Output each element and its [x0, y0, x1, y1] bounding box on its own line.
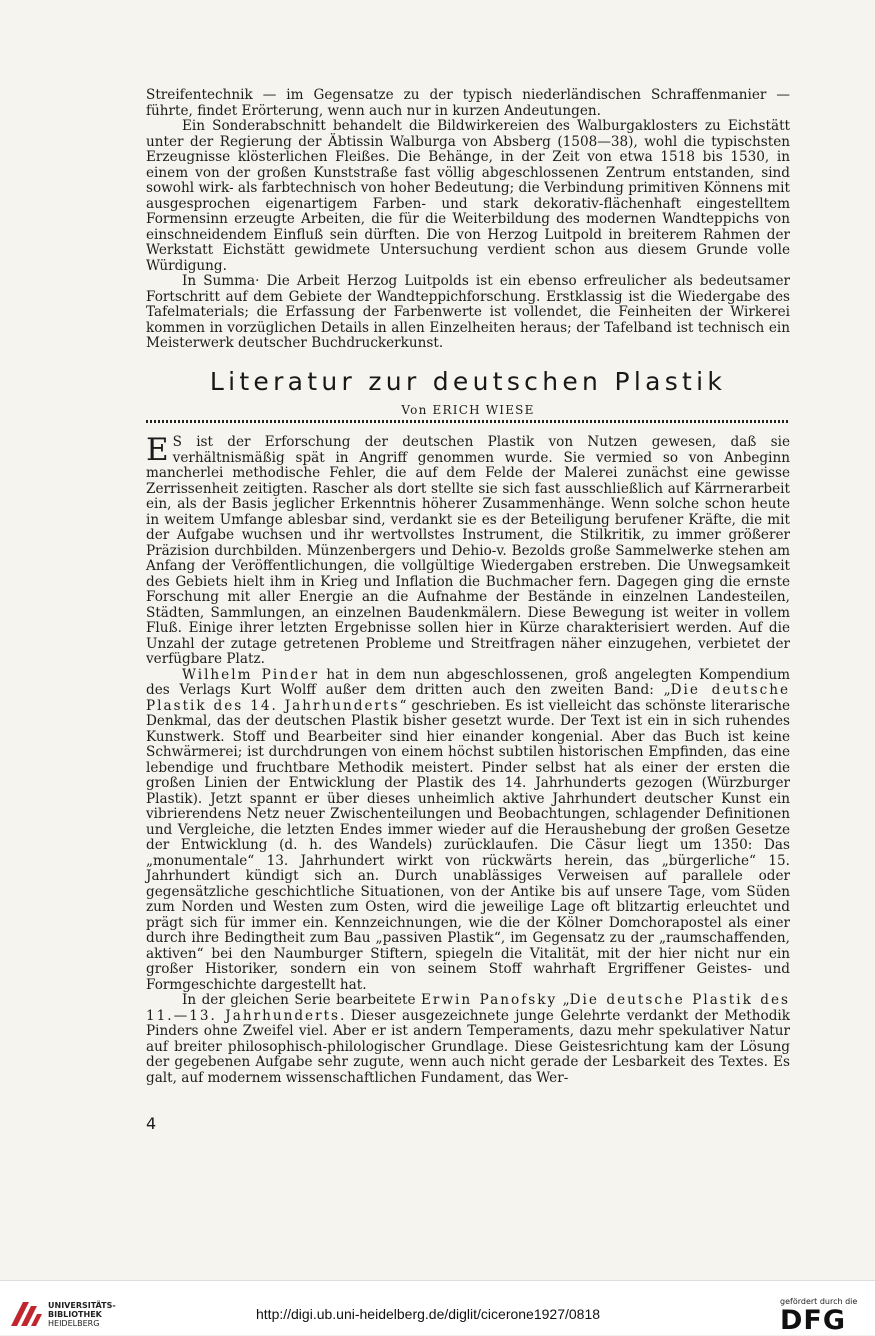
- intro-text: [146, 88, 790, 352]
- dfg-logo: DFG: [780, 1305, 847, 1336]
- paragraph-3-text-c: . Dieser ausgezeichnete junge Gelehrte verdankt der Methodik Pinders ohne Zweifel viel. Aber er ist andern Temperaments, dazu mehr spekulativer Natur auf breiter philosophisch-philologischer Grundlage. Diese Geistesrichtung kam der Lösung der gegebenen Aufgabe sehr zugute, wenn auch nicht gerade der Lesbarkeit des Textes. Es galt, auf modernem wissenschaftlichen Fundament, das Wer-: [146, 1007, 790, 1086]
- paragraph-2-text-a: hat in dem nun abgeschlossenen, groß angelegten Kompendium des Verlags Kurt Wolff außer dem dritten auch den zweiten Band: „: [146, 666, 791, 698]
- paragraph-3-text-a: In der gleichen Serie bearbeitete: [182, 992, 421, 1008]
- book-title-panofsky: Die deutsche Plastik des 11.—13. Jahrhunderts: [146, 992, 791, 1024]
- article-body: [146, 432, 791, 1086]
- viewer-footer: [0, 1280, 875, 1335]
- article-paragraph-3: [146, 993, 790, 1086]
- author-name-pinder: Wilhelm Pinder: [182, 666, 320, 683]
- intro-paragraph-3: In Summa· Die Arbeit Herzog Luitpolds ist ein ebenso erfreulicher als bedeutsamer Fortschritt auf dem Gebiete der Wandteppichforschung. Erstklassig ist die Wiedergabe des Tafelmaterials; die Erfassung der Farbenwerte ist vollendet, die Feinheiten der Wirkerei kommen in vorzüglichen Details in allen Einzelheiten heraus; der Tafelband ist technisch ein Meisterwerk deutscher Buchdruckerkunst.: [146, 273, 790, 351]
- library-name-line-1: UNIVERSITÄTS-: [48, 1301, 116, 1310]
- library-logo-icon: [9, 1298, 43, 1328]
- paragraph-1-text: S ist der Erforschung der deutschen Plastik von Nutzen gewesen, daß sie verhältnismäßig spät in Angriff genommen wurde. Sie vermied so von Anbeginn mancherlei methodische Fehler, die auf dem Felde der Malerei zunächst eine gewisse Zerrissenheit zeitigten. Rascher als dort stellte sie sich fast ausschließlich auf Kärrnerarbeit ein, als der Basis jeglicher Erkenntnis höherer Zusammenhänge. Wenn solche schon heute in weitem Umfange ablesbar sind, verdankt sie es der Beteiligung berufener Kräfte, die mit der Aufgabe wuchsen und ihr wertvollstes Instrument, die Stilkritik, zu immer größerer Präzision durchbilden. Münzenbergers und Dehio-v. Bezolds große Sammelwerke stehen am Anfang der Veröffentlichungen, die vollgültige Wiedergaben erstreben. Die Unwegsamkeit des Gebiets hielt ihm in Krieg und Inflation die Buchmacher fern. Dagegen ging die ernste Forschung mit aller Energie an die Aufnahme der Bestände in einzelnen Landesteilen, Städten, Sammlungen, an einzelnen Baudenkmälern. Diese Bewegung ist weiter in vollem Fluß. Einige ihrer letzten Ergebnisse sollen hier in Kürze charakterisiert werden. Auf die Unzahl der zutage getretenen Probleme und Streitfragen näher einzugehen, verbietet der verfügbare Platz.: [146, 434, 790, 667]
- page-number: 4: [146, 1114, 157, 1133]
- author-name-panofsky: Erwin Panofsky: [421, 992, 558, 1008]
- book-title-pinder: Die deutsche Plastik des 14. Jahrhunderts: [146, 682, 790, 714]
- article-paragraph-1: [146, 432, 790, 668]
- article-byline: Von ERICH WIESE: [401, 403, 535, 417]
- article-paragraph-2: [146, 668, 790, 994]
- dotted-divider: [146, 420, 790, 423]
- paragraph-2-text-b: “ geschrieben. Es ist vielleicht das schönste literarische Denkmal, das der deutschen Plastik bisher gesetzt wurde. Der Text ist ein in sich ruhendes Kunstwerk. Stoff und Bearbeiter sind hier einander kongenial. Aber das Buch ist keine Schwärmerei; ist durchdrungen von einem höchst subtilen historischen Empfinden, das eine lebendige und fruchtbare Methodik meistert. Pinder selbst hat als einer der ersten die großen Linien der Entwicklung der Plastik des 14. Jahrhunderts gezogen (Würzburger Plastik). Jetzt spannt er über dieses unheimlich aktive Jahrhundert deutscher Kunst ein vibrierendens Netz neuer Zwischenteilungen und Beobachtungen, schlagender Definitionen und Vergleiche, die letzten Endes immer wieder auf die Heraushebung der großen Gesetze der Entwicklung (d. h. des Wandels) zurücklaufen. Die Cäsur liegt um 1350: Das „monumentale“ 13. Jahrhundert wirkt von rückwärts herein, das „bürgerliche“ 15. Jahrhundert kündigt sich an. Durch unablässiges Verweisen auf parallele oder gegensätzliche geschichtliche Situationen, von der Antike bis auf unsere Tage, vom Süden zum Norden und Westen zum Osten, wird die jeweilige Lage oft blitzartig erleuchtet und prägt sich für immer ein. Kennzeichnungen, wie die der Kölner Domchorapostel als einer durch ihre Bedingtheit zum Bau „passiven Plastik“, im Gegensatz zu der „raumschaffenden, aktiven“ bei den Naumburger Stiftern, spiegeln die Vitalität, mit der hier nicht nur ein großer Historiker, sondern ein von seinem Stoff wahrhaft Ergriffener Geistes- und Formgeschichte dargestellt hat.: [146, 697, 790, 993]
- article-title: Literatur zur deutschen Plastik: [209, 367, 727, 396]
- paragraph-3-text-b: „: [557, 992, 570, 1008]
- library-logo-text: [48, 1301, 116, 1328]
- library-name-line-2: BIBLIOTHEK: [48, 1310, 102, 1319]
- permalink-url[interactable]: http://digi.ub.uni-heidelberg.de/diglit/cicerone1927/0818: [256, 1306, 601, 1322]
- funded-by-label: gefördert durch die: [780, 1297, 858, 1306]
- intro-paragraph-2: Ein Sonderabschnitt behandelt die Bildwirkereien des Walburgaklosters zu Eichstätt unter der Regierung der Äbtissin Walburga von Absberg (1508—38), wohl die typischsten Erzeugnisse klösterlichen Fleißes. Die Behänge, in der Zeit von etwa 1518 bis 1530, in einem von der großen Kunststraße fast völlig abgeschlossenen Zentrum entstanden, sind sowohl wirk- als farbtechnisch von hoher Bedeutung; die Verbindung primitiven Könnens mit ausgesprochen eigenartigem Farben- und stark dekorativ-flächenhaft eingestelltem Formensinn erzeugte Arbeiten, die für die Weiterbildung des modernen Wandteppichs von einschneidendem Einfluß sein dürften. Die von Herzog Luitpold in breiterem Rahmen der Werkstatt Eichstätt gewidmete Untersuchung verdient schon aus diesem Grunde volle Würdigung.: [146, 118, 790, 274]
- library-name-line-3: HEIDELBERG: [48, 1319, 100, 1328]
- drop-cap: E: [146, 432, 169, 468]
- intro-paragraph-1: Streifentechnik — im Gegensatze zu der typisch niederländischen Schraffenmanier — führte, findet Erörterung, wenn auch nur in kurzen Andeutungen.: [146, 87, 790, 119]
